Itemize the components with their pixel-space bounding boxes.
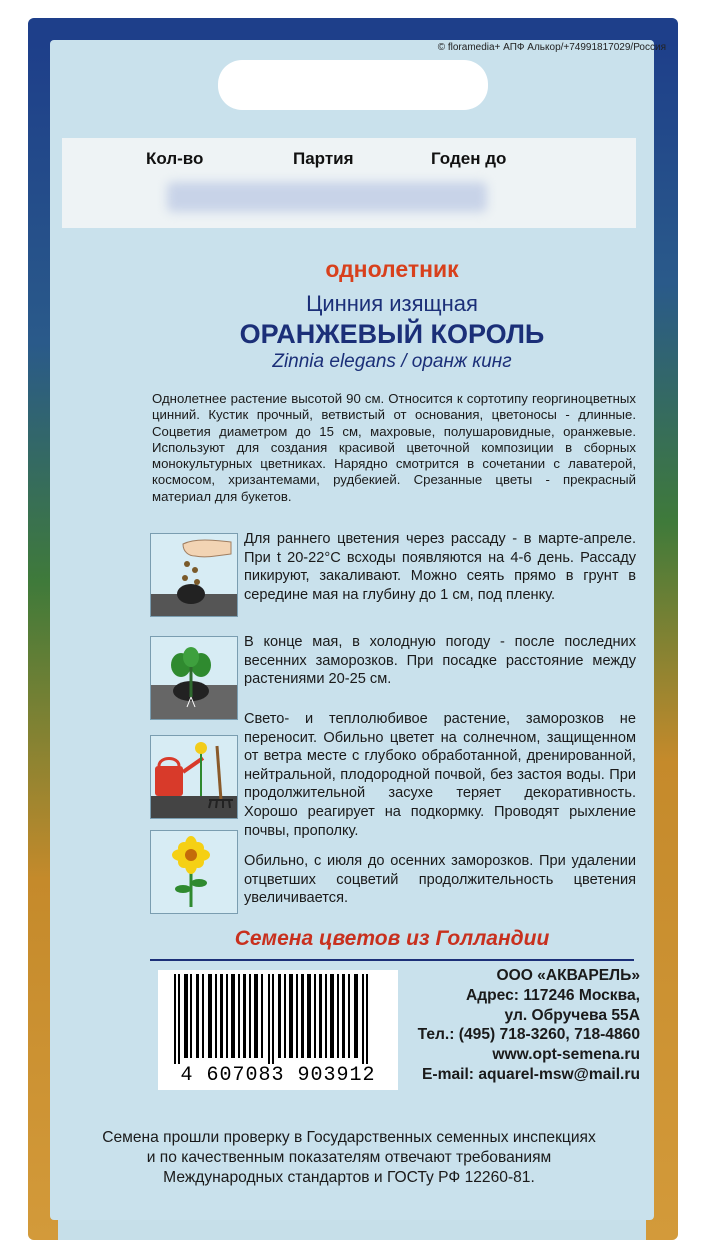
sowing-hand-icon xyxy=(151,534,237,616)
flower-icon xyxy=(151,831,237,913)
company-address-1: Адрес: 117246 Москва, xyxy=(465,986,640,1004)
step-flowering-text: Обильно, с июля до осенних заморозков. При удалении отцветших соцветий продолжительность цветения увеличивается. xyxy=(244,853,636,907)
copyright-line: © floramedia+ АПФ Алькор/+74991817029/Россия xyxy=(437,42,666,53)
step-planting xyxy=(150,636,238,720)
title-block xyxy=(150,256,634,373)
company-name: ООО «АКВАРЕЛЬ» xyxy=(496,967,640,984)
latin-name: Zinnia elegans / оранж кинг xyxy=(272,351,512,372)
stamp-area xyxy=(62,138,636,228)
category-label: однолетник xyxy=(325,256,459,282)
company-email: E-mail: aquarel-msw@mail.ru xyxy=(422,1065,640,1083)
watering-can-icon xyxy=(151,736,237,818)
step-sowing xyxy=(150,533,238,617)
company-phone: Тел.: (495) 718-3260, 718-4860 xyxy=(417,1026,640,1044)
company-site: www.opt-semena.ru xyxy=(492,1046,640,1064)
variety-name: ОРАНЖЕВЫЙ КОРОЛЬ xyxy=(239,319,545,349)
batch-label: Партия xyxy=(293,149,354,168)
barcode xyxy=(158,970,398,1090)
hang-hole xyxy=(218,60,488,110)
step-planting-text: В конце мая, в холодную погоду - после последних весенних заморозков. При посадке расстояние между растениями 20-25 см. xyxy=(244,634,636,688)
step-sowing-text: Для раннего цветения через рассаду - в марте-апреле. При t 20-22°С всходы появляются на 4-6 день. Рассаду пикируют, закаливают. Можно сеять прямо в грунт в середине мая на глубину до 1 см, под пленку. xyxy=(244,531,636,603)
barcode-number: 4 607083 903912 xyxy=(180,1064,376,1087)
barcode-bars xyxy=(158,970,398,1066)
slogan: Семена цветов из Голландии xyxy=(234,927,550,950)
step-care-text: Свето- и теплолюбивое растение, заморозков не переносит. Обильно цветет на солнечном, защищенном от ветра месте с глубоко обработанной, дренированной, нейтральной, плодородной почвой, без застоя воды. При продолжительной засухе теряет декоративность. Хорошо реагирует на подкормку. Проводят рыхление почвы, прополку. xyxy=(244,711,636,839)
footer-note xyxy=(62,1128,636,1187)
footer-line-3: Международных стандартов и ГОСТу РФ 12260-81. xyxy=(163,1168,535,1186)
blurred-stamp-values xyxy=(167,182,487,212)
description: Однолетнее растение высотой 90 см. Относится к сортотипу георгиноцветных цинний. Кустик прочный, ветвистый от основания, цветоносы - длинные. Соцветия диаметром до 15 см, махровые, полушаровидные, оранжевые. Используют для создания красивой цветочной композиции в сборных монокультурных цветниках. Нарядно смотрится в сочетании с лаватерой, космосом, хризантемами, рудбекией. Срезанные цветы - прекрасный материал для букетов. xyxy=(152,391,636,504)
divider xyxy=(150,959,634,961)
step-care xyxy=(150,735,238,819)
footer-line-2: и по качественным показателям отвечают требованиям xyxy=(146,1148,552,1166)
step-flowering xyxy=(150,830,238,914)
company-info xyxy=(404,966,640,1085)
company-address-2: ул. Обручева 55А xyxy=(504,1006,640,1024)
plant-name: Цинния изящная xyxy=(306,291,478,316)
footer-line-1: Семена прошли проверку в Государственных семенных инспекциях xyxy=(102,1129,596,1146)
expiry-label: Годен до xyxy=(431,149,507,168)
qty-label: Кол-во xyxy=(146,149,204,168)
seedling-icon xyxy=(151,637,237,719)
